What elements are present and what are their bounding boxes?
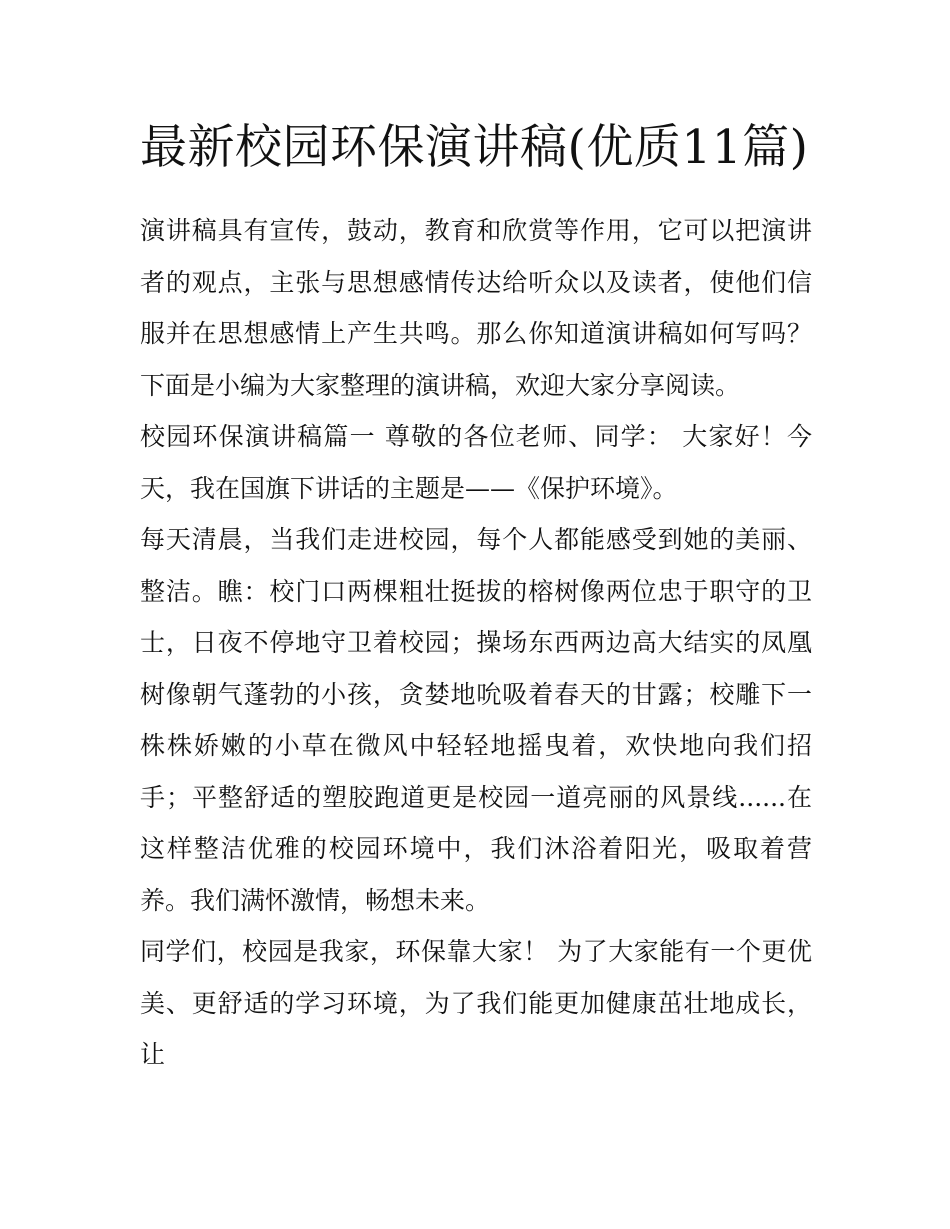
speech-opening-paragraph: 校园环保演讲稿篇一 尊敬的各位老师、同学： 大家好！今天，我在国旗下讲话的主题是——《保护环境》。	[140, 422, 812, 503]
intro-paragraph: 演讲稿具有宣传，鼓动，教育和欣赏等作用，它可以把演讲者的观点，主张与思想感情传达给听众以及读者，使他们信服并在思想感情上产生共鸣。那么你知道演讲稿如何写吗？下面是小编为大家整理的演讲稿，欢迎大家分享阅读。	[140, 216, 812, 400]
document-title: 最新校园环保演讲稿(优质11篇)	[140, 120, 809, 175]
campus-description-paragraph: 每天清晨，当我们走进校园，每个人都能感受到她的美丽、整洁。瞧：校门口两棵粗壮挺拔的榕树像两位忠于职守的卫士，日夜不停地守卫着校园；操场东西两边高大结实的凤凰树像朝气蓬勃的小孩，贪婪地吮吸着春天的甘露；校雕下一株株娇嫩的小草在微风中轻轻地摇曳着，欢快地向我们招手；平整舒适的塑胶跑道更是校园一道亮丽的风景线......在这样整洁优雅的校园环境中，我们沐浴着阳光，吸取着营养。我们满怀激情，畅想未来。	[140, 525, 812, 915]
call-to-action-paragraph: 同学们，校园是我家，环保靠大家！ 为了大家能有一个更优美、更舒适的学习环境，为了我们能更加健康茁壮地成长，让	[140, 937, 812, 1069]
document-body	[140, 112, 812, 1081]
